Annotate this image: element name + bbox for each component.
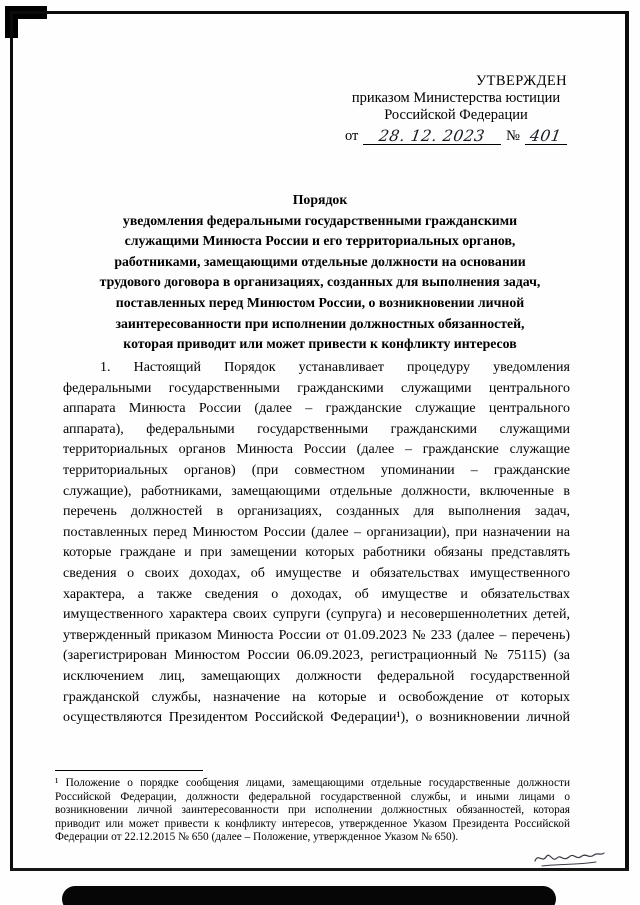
title-line: уведомления федеральными государственными гражданскими	[122, 212, 518, 228]
approval-by-line: приказом Министерства юстиции	[351, 90, 561, 106]
handwritten-scribble	[532, 844, 606, 872]
page-frame-right	[625, 11, 629, 871]
scan-artifact-bar	[62, 886, 556, 905]
approval-number-field	[525, 127, 567, 145]
approval-date-field	[363, 127, 501, 145]
title-line: заинтересованности при исполнении должностных обязанностей,	[115, 315, 525, 331]
title-line: работниками, замещающими отдельные должности на основании	[114, 253, 526, 269]
handwritten-date: 28. 12. 2023	[377, 127, 487, 145]
body-paragraph: 1. Настоящий Порядок устанавливает процедуру уведомления федеральными государственными гражданскими служащими центрального аппарата Минюста России (далее – гражданские служащие центрального аппарата), федеральными государственными гражданскими служащими территориальных органов Минюста России (далее – гражданские служащие территориальных органов) (при совместном упоминании – гражданские служащие), работниками, замещающими отдельные должности, включенные в перечень должностей в организациях, созданных для выполнения задач, поставленных перед Минюстом России (далее – организации), при назначении на которые граждане и при замещении которых работники обязаны представлять сведения о своих доходах, об имуществе и обязательствах имущественного характера, а также сведения о доходах, об имуществе и обязательствах имущественного характера своих супруги (супруга) и несовершеннолетних детей, утвержденный приказом Минюста России от 01.09.2023 № 233 (далее – перечень) (зарегистрирован Минюстом России 06.09.2023, регистрационный № 75115) (за исключением лиц, замещающих должности федеральной государственной гражданской службы, назначение на которые и освобождение от которых осуществляются Президентом Российской Федерации¹), о возникновении личной	[63, 360, 570, 726]
approval-block	[345, 73, 567, 145]
approval-date-prefix: от	[345, 128, 359, 144]
title-line: Порядок	[292, 192, 348, 207]
footnote-text: ¹ Положение о порядке сообщения лицами, замещающими отдельные государственные должности Российской Федерации, должности федеральной государственной службы, и иными лицами о возникновении личной заинтересованности при исполнении должностных обязанностей, которая приводит или может привести к конфликту интересов, утвержденное Указом Президента Российской Федерации от 22.12.2015 № 650 (далее – Положение, утвержденное Указом № 650).	[55, 777, 570, 843]
footnote-rule	[55, 770, 203, 771]
approval-date-number-line	[345, 127, 567, 145]
approval-org-line: Российской Федерации	[384, 107, 528, 123]
title-line: поставленных перед Минюстом России, о возникновении личной	[115, 294, 525, 310]
page-frame-top	[10, 11, 629, 14]
title-line: трудового договора в организациях, созданных для выполнения задач,	[99, 274, 541, 290]
title-line: служащими Минюста России и его территориальных органов,	[124, 233, 516, 249]
handwritten-number: 401	[528, 127, 564, 145]
page-frame-left	[10, 11, 13, 871]
approval-number-sign: №	[506, 128, 520, 144]
document-title	[0, 190, 640, 355]
handwritten-scribble-icon	[532, 844, 606, 872]
approved-label: УТВЕРЖДЕН	[475, 73, 567, 89]
title-line: которая приводит или может привести к конфликту интересов	[123, 336, 517, 352]
